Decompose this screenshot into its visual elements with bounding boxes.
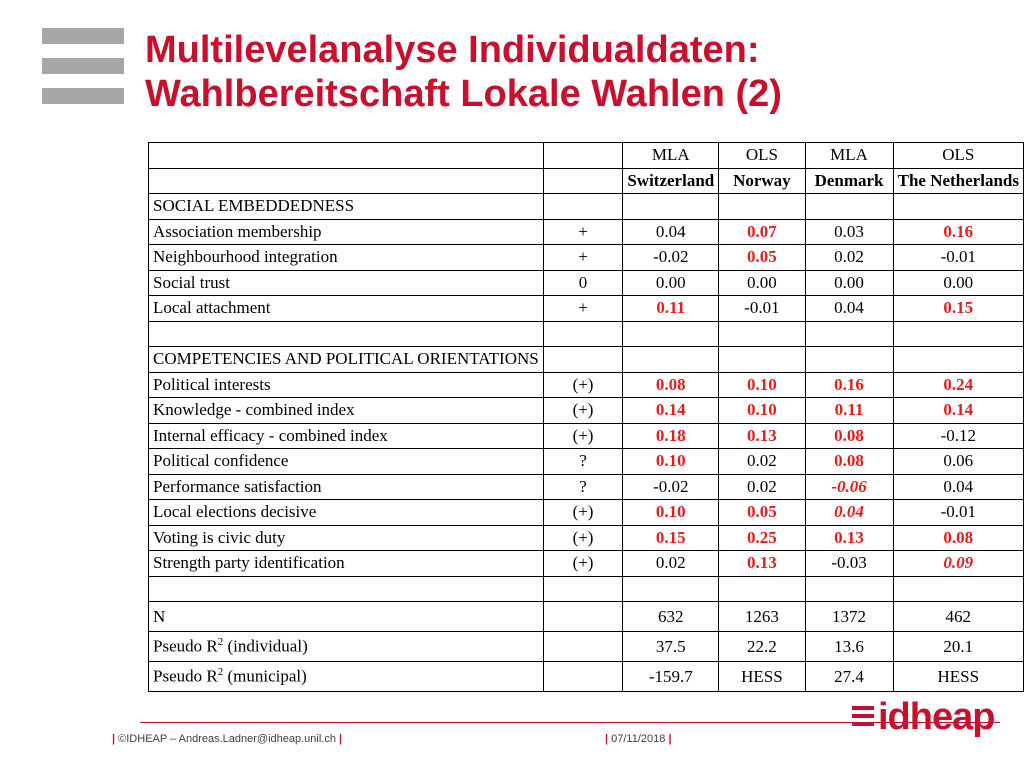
row-label: N [149,602,544,632]
value-cell: 1263 [719,602,805,632]
value-cell: 0.16 [805,372,893,398]
value-cell: 0.24 [893,372,1023,398]
table-row [149,398,1024,424]
expectation-cell: + [543,245,623,271]
value-cell: 0.13 [719,423,805,449]
spacer-row [149,576,1024,602]
value-cell: 0.10 [623,500,719,526]
value-cell: 0.08 [805,423,893,449]
method-cell: OLS [893,143,1023,169]
value-cell: 0.03 [805,219,893,245]
value-cell: 27.4 [805,662,893,692]
value-cell: 0.02 [719,449,805,475]
method-cell: OLS [719,143,805,169]
table-row [149,662,1024,692]
row-label: Social trust [149,270,544,296]
row-label: Knowledge - combined index [149,398,544,424]
method-cell: MLA [623,143,719,169]
value-cell: 20.1 [893,632,1023,662]
expectation-cell: (+) [543,551,623,577]
row-label: Local attachment [149,296,544,322]
table-row [149,632,1024,662]
row-label: Political confidence [149,449,544,475]
table-row [149,372,1024,398]
logo-lines-icon [852,706,874,730]
value-cell: 0.11 [805,398,893,424]
value-cell: 22.2 [719,632,805,662]
row-label: Voting is civic duty [149,525,544,551]
value-cell: -0.03 [805,551,893,577]
row-label: Neighbourhood integration [149,245,544,271]
value-cell: 0.04 [805,296,893,322]
value-cell: 0.00 [719,270,805,296]
value-cell: HESS [719,662,805,692]
value-cell: 0.13 [719,551,805,577]
value-cell: 0.18 [623,423,719,449]
method-row [149,143,1024,169]
value-cell: 0.00 [623,270,719,296]
expectation-cell: (+) [543,398,623,424]
value-cell: -159.7 [623,662,719,692]
value-cell: 0.25 [719,525,805,551]
expectation-cell: (+) [543,372,623,398]
value-cell: 0.06 [893,449,1023,475]
row-label: Internal efficacy - combined index [149,423,544,449]
expectation-cell: + [543,296,623,322]
expectation-cell: ? [543,474,623,500]
method-cell: MLA [805,143,893,169]
value-cell: -0.01 [719,296,805,322]
value-cell: -0.06 [805,474,893,500]
value-cell: -0.12 [893,423,1023,449]
title-line-1: Multilevelanalyse Individualdaten: [145,29,760,71]
value-cell: 0.08 [623,372,719,398]
date-text: 07/11/2018 [611,733,666,745]
country-cell: Switzerland [623,168,719,194]
value-cell: 0.08 [893,525,1023,551]
value-cell: 0.07 [719,219,805,245]
slide-title [145,28,1005,116]
value-cell: 13.6 [805,632,893,662]
value-cell: 0.13 [805,525,893,551]
row-label: Local elections decisive [149,500,544,526]
value-cell: -0.01 [893,500,1023,526]
value-cell: 0.10 [719,398,805,424]
table-row [149,296,1024,322]
value-cell: -0.01 [893,245,1023,271]
table-row [149,551,1024,577]
table-row [149,245,1024,271]
value-cell: 37.5 [623,632,719,662]
section-row [149,194,1024,220]
row-label: Association membership [149,219,544,245]
table-row [149,219,1024,245]
footer-date: | 07/11/2018 | [605,733,672,745]
value-cell: 1372 [805,602,893,632]
country-cell: Norway [719,168,805,194]
expectation-cell: + [543,219,623,245]
value-cell: 0.02 [805,245,893,271]
value-cell: 0.14 [623,398,719,424]
menu-bar [42,58,124,74]
value-cell: 0.16 [893,219,1023,245]
table-row [149,525,1024,551]
menu-icon[interactable] [42,28,124,118]
table-row [149,449,1024,475]
table-row [149,602,1024,632]
expectation-cell: (+) [543,500,623,526]
value-cell: 0.00 [893,270,1023,296]
menu-bar [42,28,124,44]
value-cell: 0.04 [623,219,719,245]
value-cell: 0.05 [719,500,805,526]
value-cell: 0.02 [623,551,719,577]
expectation-cell: ? [543,449,623,475]
expectation-cell: 0 [543,270,623,296]
value-cell: -0.02 [623,474,719,500]
spacer-row [149,321,1024,347]
table-row [149,474,1024,500]
row-label: Political interests [149,372,544,398]
value-cell: 0.02 [719,474,805,500]
title-line-2: Wahlbereitschaft Lokale Wahlen (2) [145,73,782,115]
value-cell: 0.09 [893,551,1023,577]
value-cell: 0.00 [805,270,893,296]
logo-text: idheap [878,696,995,738]
footer-credit: | ©IDHEAP – Andreas.Ladner@idheap.unil.ch | [112,733,343,745]
section-header: COMPETENCIES AND POLITICAL ORIENTATIONS [149,347,544,373]
value-cell: 462 [893,602,1023,632]
value-cell: 0.10 [623,449,719,475]
table-row [149,423,1024,449]
expectation-cell: (+) [543,423,623,449]
value-cell: 632 [623,602,719,632]
row-label: Performance satisfaction [149,474,544,500]
value-cell: 0.08 [805,449,893,475]
value-cell: 0.10 [719,372,805,398]
value-cell: HESS [893,662,1023,692]
table-row [149,270,1024,296]
value-cell: -0.02 [623,245,719,271]
menu-bar [42,88,124,104]
expectation-cell: (+) [543,525,623,551]
section-header: SOCIAL EMBEDDEDNESS [149,194,544,220]
value-cell: 0.05 [719,245,805,271]
value-cell: 0.04 [893,474,1023,500]
country-cell: The Netherlands [893,168,1023,194]
idheap-logo [852,696,1002,745]
row-label: Strength party identification [149,551,544,577]
value-cell: 0.15 [623,525,719,551]
row-label: Pseudo $R^2$ (municipal) [149,662,544,692]
results-table [148,142,1024,692]
value-cell: 0.15 [893,296,1023,322]
country-cell: Denmark [805,168,893,194]
section-row [149,347,1024,373]
footer-email-text: ©IDHEAP – Andreas.Ladner@idheap.unil.ch [118,733,336,745]
value-cell: 0.14 [893,398,1023,424]
country-row [149,168,1024,194]
table-row [149,500,1024,526]
row-label: Pseudo $R^2$ (individual) [149,632,544,662]
value-cell: 0.04 [805,500,893,526]
value-cell: 0.11 [623,296,719,322]
